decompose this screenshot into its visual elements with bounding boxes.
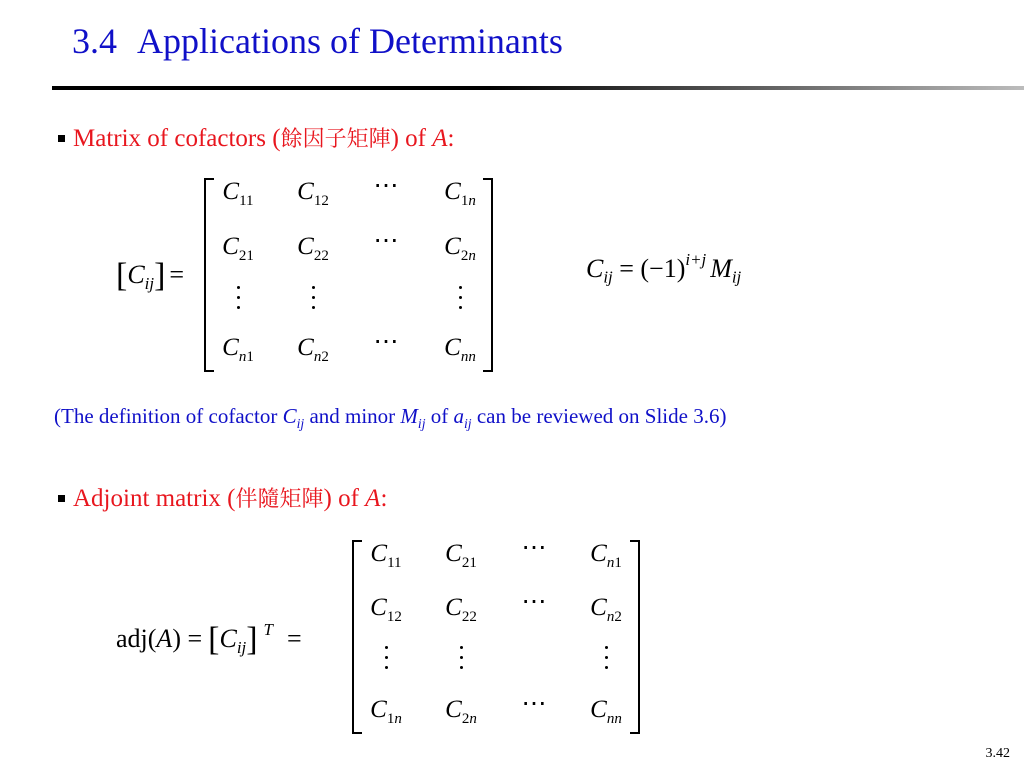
- matrix-entry: $C_{n1}$: [222, 334, 254, 365]
- title-text: Applications of Determinants: [137, 21, 563, 61]
- matrix-left-bracket: [204, 178, 214, 372]
- equals-sign: =: [169, 260, 185, 289]
- matrix-entry: $C_{1n}$: [370, 696, 402, 727]
- vertical-ellipsis: [458, 286, 462, 312]
- bullet-cjk-text: 伴隨矩陣: [235, 487, 324, 512]
- matrix-right-bracket: [483, 178, 493, 372]
- c-subscript: ij: [144, 273, 155, 293]
- matrix-entry: $C_{2n}$: [444, 233, 476, 264]
- note-m: M: [400, 404, 418, 428]
- bullet-text: Matrix of cofactors (: [73, 125, 281, 152]
- formula-sign: = (−1): [612, 253, 686, 283]
- matrix-entry: $C_{21}$: [445, 540, 477, 571]
- bullet-square-icon: [58, 495, 65, 502]
- matrix-entry: $C_{nn}$: [444, 334, 476, 365]
- definition-note: [54, 404, 726, 432]
- cofactor-formula: [586, 250, 741, 288]
- transpose-superscript: T: [263, 620, 273, 640]
- section-number: 3.4: [72, 21, 117, 61]
- matrix-entry: $C_{nn}$: [590, 696, 622, 727]
- bullet-adjoint-matrix: [58, 482, 387, 513]
- c-symbol: C: [219, 624, 237, 653]
- bullet-cjk-text: 餘因子矩陣: [280, 127, 391, 152]
- matrix-entry: $C_{21}$: [222, 233, 254, 264]
- matrix-entry: $C_{2n}$: [445, 696, 477, 727]
- formula-m: M: [710, 253, 732, 283]
- matrix-entry: $C_{11}$: [222, 178, 254, 209]
- adjoint-left-bracket: [352, 540, 362, 734]
- page-number: 3.42: [985, 746, 1010, 761]
- formula-exponent: i+j: [685, 250, 707, 269]
- note-c-sub: ij: [296, 415, 305, 431]
- note-text: of: [425, 404, 454, 428]
- horizontal-ellipsis: ⋯: [373, 328, 399, 355]
- matrix-entry: $C_{12}$: [370, 594, 402, 625]
- equals-sign: =: [286, 624, 302, 653]
- bullet-square-icon: [58, 135, 65, 142]
- matrix-entry: $C_{1n}$: [444, 178, 476, 209]
- adjoint-right-bracket: [630, 540, 640, 734]
- vertical-ellipsis: [459, 646, 463, 672]
- matrix-entry: $C_{12}$: [297, 178, 329, 209]
- colon: :: [380, 485, 388, 512]
- note-a-sub: ij: [464, 415, 472, 431]
- c-subscript: ij: [236, 637, 247, 657]
- formula-m-sub: ij: [731, 267, 742, 287]
- horizontal-ellipsis: ⋯: [521, 534, 547, 561]
- note-text: (The definition of cofactor: [54, 404, 283, 428]
- matrix-variable: A: [432, 125, 448, 152]
- horizontal-ellipsis: ⋯: [521, 690, 547, 717]
- matrix-variable: A: [365, 485, 381, 512]
- formula-c-sub: ij: [603, 267, 613, 287]
- note-a: a: [453, 404, 465, 428]
- c-symbol: C: [127, 260, 145, 289]
- vertical-ellipsis: [384, 646, 388, 672]
- bullet-text: Adjoint matrix (: [73, 485, 236, 512]
- matrix-entry: $C_{n2}$: [590, 594, 622, 625]
- title-divider: [52, 86, 1024, 90]
- slide-title: [72, 20, 563, 62]
- adj-close: ) =: [172, 624, 203, 653]
- note-text: can be reviewed on Slide 3.6): [471, 404, 727, 428]
- bullet-text-suffix: ) of: [323, 485, 366, 512]
- horizontal-ellipsis: ⋯: [373, 227, 399, 254]
- note-m-sub: ij: [417, 415, 426, 431]
- note-c: C: [282, 404, 297, 428]
- matrix-entry: $C_{n1}$: [590, 540, 622, 571]
- cofactor-matrix-lhs: $[C_{ij}]$ =: [116, 257, 185, 294]
- adj-argument: A: [156, 624, 173, 653]
- bullet-matrix-of-cofactors: [58, 122, 454, 153]
- matrix-entry: $C_{n2}$: [297, 334, 329, 365]
- horizontal-ellipsis: ⋯: [521, 588, 547, 615]
- adj-function: adj(: [116, 624, 157, 653]
- colon: :: [447, 125, 455, 152]
- matrix-entry: $C_{11}$: [370, 540, 402, 571]
- matrix-entry: $C_{22}$: [445, 594, 477, 625]
- matrix-entry: $C_{22}$: [297, 233, 329, 264]
- formula-c: C: [586, 253, 604, 283]
- vertical-ellipsis: [236, 286, 240, 312]
- bullet-text-suffix: ) of: [390, 125, 433, 152]
- vertical-ellipsis: [604, 646, 608, 672]
- note-text: and minor: [304, 404, 401, 428]
- vertical-ellipsis: [311, 286, 315, 312]
- adjoint-lhs: $adj(A) = [C_{ij}] ^T$ =: [116, 620, 302, 658]
- horizontal-ellipsis: ⋯: [373, 172, 399, 199]
